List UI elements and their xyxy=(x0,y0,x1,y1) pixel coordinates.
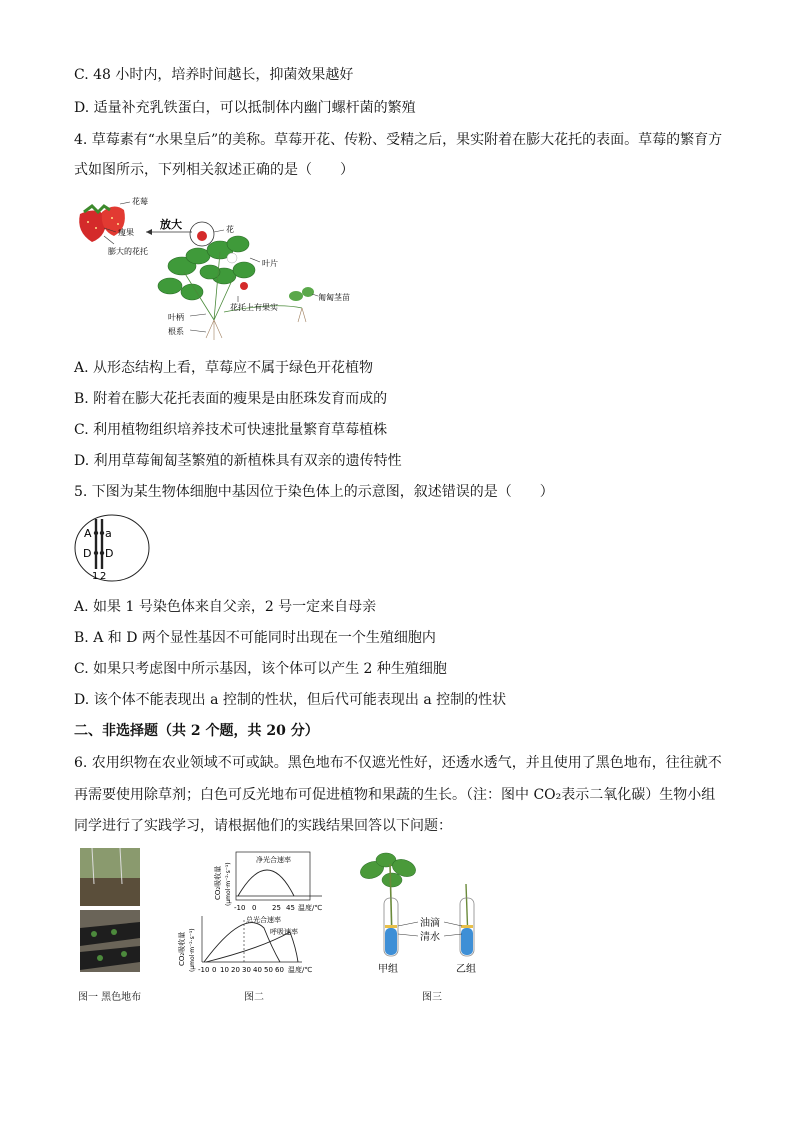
question-5-stem: 5. 下图为某生物体细胞中基因位于染色体上的示意图，叙述错误的是（ ） xyxy=(74,484,554,500)
chromosome-1-label: 1 xyxy=(92,571,99,582)
label-receptacle: 膨大的花托 xyxy=(108,247,148,256)
figure-2-caption: 图二 xyxy=(244,992,264,1003)
top-curve-label: 净光合速率 xyxy=(256,856,291,864)
bottom-label-resp: 呼吸速率 xyxy=(270,928,298,936)
bottom-xtick-1: 0 xyxy=(212,966,217,974)
label-root: 根系 xyxy=(168,327,184,336)
top-xtick-2: 25 xyxy=(272,904,281,912)
gene-D-right: D xyxy=(105,547,114,560)
top-ylabel: CO₂吸收量 xyxy=(214,865,222,900)
bottom-yunit: (μmol·m⁻²·s⁻¹) xyxy=(189,928,196,972)
figure-2-graphs xyxy=(172,848,332,978)
figure-1-photos xyxy=(80,848,140,972)
label-flower-berry: 花莓 xyxy=(132,197,148,206)
label-stolon: 匍匐茎苗 xyxy=(318,293,350,302)
question-6-line-2: 再需要使用除草剂；白色可反光地布可促进植物和果蔬的生长。（注：图中 CO₂表示二氧化碳）生物小组 xyxy=(74,787,716,803)
label-enlarge: 放大 xyxy=(160,218,182,231)
question-4-option-d: D. 利用草莓匍匐茎繁殖的新植株具有双亲的遗传特性 xyxy=(74,453,402,469)
bottom-ylabel: CO₂吸收量 xyxy=(178,931,186,966)
question-6-line-3: 同学进行了实践学习，请根据他们的实践结果回答以下问题： xyxy=(74,818,452,834)
top-xtick-1: 0 xyxy=(252,904,257,912)
gene-D-left: D xyxy=(83,547,92,560)
top-yunit: (μmol·m⁻²·s⁻¹) xyxy=(225,862,232,906)
section-2-heading: 二、非选择题（共 2 个题，共 20 分） xyxy=(74,723,319,739)
strawberry-figure xyxy=(74,192,374,342)
question-4-option-c: C. 利用植物组织培养技术可快速批量繁育草莓植株 xyxy=(74,422,388,438)
label-leaf: 叶片 xyxy=(262,259,278,268)
bottom-xtick-5: 40 xyxy=(253,966,262,974)
question-5-option-c: C. 如果只考虑图中所示基因，该个体可以产生 2 种生殖细胞 xyxy=(74,661,447,677)
question-4-option-a: A. 从形态结构上看，草莓应不属于绿色开花植物 xyxy=(74,360,374,376)
bottom-label-gross: 总光合速率 xyxy=(246,916,281,924)
bottom-xlabel: 温度/℃ xyxy=(288,966,313,974)
label-petiole: 叶柄 xyxy=(168,313,184,322)
bottom-xtick-2: 10 xyxy=(220,966,229,974)
chromosome-2-label: 2 xyxy=(100,571,107,582)
label-group-a: 甲组 xyxy=(378,964,398,975)
label-achene: 瘦果 xyxy=(118,228,134,237)
label-flower: 花 xyxy=(226,225,234,234)
figure-1-caption: 图一 黑色地布 xyxy=(78,992,142,1003)
chromosome-figure xyxy=(72,513,152,583)
top-xtick-0: -10 xyxy=(234,904,246,912)
bottom-xtick-3: 20 xyxy=(231,966,240,974)
label-group-b: 乙组 xyxy=(456,964,476,975)
question-6-line-1: 6. 农用织物在农业领域不可或缺。黑色地布不仅遮光性好，还透水透气，并且使用了黑色地布，往往就不 xyxy=(74,755,722,771)
question-4-line-2: 式如图所示，下列相关叙述正确的是（ ） xyxy=(74,162,354,178)
question-5-option-d: D. 该个体不能表现出 a 控制的性状，但后代可能表现出 a 控制的性状 xyxy=(74,692,507,708)
top-xlabel: 温度/℃ xyxy=(298,904,323,912)
question-4-line-1: 4. 草莓素有“水果皇后”的美称。草莓开花、传粉、受精之后，果实附着在膨大花托的表面。草莓的繁育方 xyxy=(74,132,723,148)
question-5-option-a: A. 如果 1 号染色体来自父亲，2 号一定来自母亲 xyxy=(74,599,377,615)
bottom-xtick-6: 50 xyxy=(264,966,273,974)
figure-3-caption: 图三 xyxy=(422,992,442,1003)
label-water: 清水 xyxy=(420,932,440,943)
gene-a: a xyxy=(105,527,112,540)
option-d-line: D. 适量补充乳铁蛋白，可以抵制体内幽门螺杆菌的繁殖 xyxy=(74,100,416,116)
bottom-xtick-4: 30 xyxy=(242,966,251,974)
option-c-line: C. 48 小时内，培养时间越长，抑菌效果越好 xyxy=(74,67,354,83)
figure-3-experiment xyxy=(352,848,512,978)
gene-A: A xyxy=(84,527,92,540)
label-oil-drop: 油滴 xyxy=(420,918,440,929)
top-xtick-3: 45 xyxy=(286,904,295,912)
bottom-xtick-0: -10 xyxy=(198,966,210,974)
question-5-option-b: B. A 和 D 两个显性基因不可能同时出现在一个生殖细胞内 xyxy=(74,630,436,646)
label-fruit-on-receptacle: 花托上有果实 xyxy=(230,303,278,312)
question-4-option-b: B. 附着在膨大花托表面的瘦果是由胚珠发育而成的 xyxy=(74,391,388,407)
bottom-xtick-7: 60 xyxy=(275,966,284,974)
